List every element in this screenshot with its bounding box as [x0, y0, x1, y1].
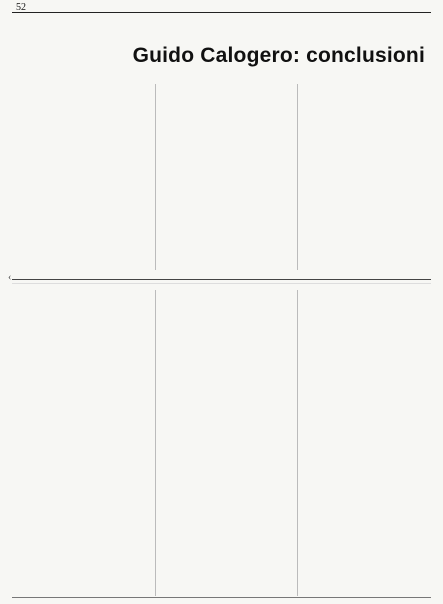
top-column-3: [297, 84, 431, 270]
section-divider-light: [12, 283, 431, 284]
bottom-column-2: [155, 290, 289, 596]
bottom-column-1: [14, 290, 148, 596]
article-top-section: [14, 84, 431, 270]
article-bottom-section: [14, 290, 431, 596]
top-column-2: [155, 84, 289, 270]
section-divider: [12, 279, 431, 280]
section-marker: ‹: [8, 272, 12, 283]
bottom-column-3: [297, 290, 431, 596]
page-number: 52: [16, 2, 26, 13]
article-title: Guido Calogero: conclusioni: [132, 44, 425, 67]
header-rule: [12, 12, 431, 13]
footer-rule: [12, 597, 431, 598]
top-column-1: [14, 84, 148, 270]
